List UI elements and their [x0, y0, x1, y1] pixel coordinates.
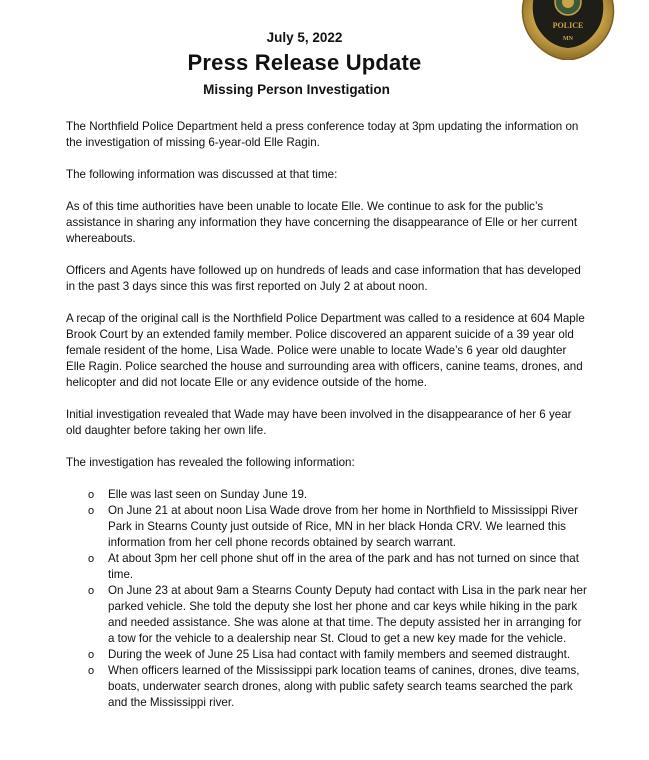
list-item-text: At about 3pm her cell phone shut off in the area of the park and has not turned on since that time.	[108, 552, 579, 581]
list-item	[88, 551, 588, 583]
release-body	[66, 119, 588, 711]
bullet-marker: o	[88, 553, 95, 565]
bullet-marker: o	[88, 665, 95, 677]
badge-text-state: MN	[563, 36, 573, 42]
paragraph: Initial investigation revealed that Wade may have been involved in the disappearance of her 6 year old daughter before taking her own life.	[66, 408, 572, 437]
list-item-text: On June 23 at about 9am a Stearns County Deputy had contact with Lisa in the park near her parked vehicle. She told the deputy she lost her phone and car keys while hiking in the park and needed assistance. She was alone at that time. The deputy assisted her in arranging for a tow for the vehicle to a dealership near St. Cloud to get a new key made for the vehicle.	[108, 584, 587, 645]
paragraph: The investigation has revealed the following information:	[66, 456, 355, 469]
bullet-marker: o	[88, 489, 95, 501]
release-date: July 5, 2022	[266, 30, 343, 45]
list-item	[88, 503, 588, 551]
paragraph: The Northfield Police Department held a press conference today at 3pm updating the information on the investigation of missing 6-year-old Elle Ragin.	[66, 120, 579, 149]
badge-text-police: POLICE	[552, 21, 584, 30]
list-item-text: When officers learned of the Mississippi park location teams of canines, drones, dive teams, boats, underwater search drones, along with public safety search teams searched the park and the Mississippi river.	[108, 664, 580, 709]
page-subtitle: Missing Person Investigation	[203, 82, 390, 97]
bullet-marker: o	[88, 649, 95, 661]
list-item	[88, 663, 588, 711]
paragraph: A recap of the original call is the Northfield Police Department was called to a residence at 604 Maple Brook Court by an extended family member. Police discovered an apparent suicide of a 39 year old female resident of the home, Lisa Wade. Police were unable to locate Wade’s 6 year old daughter Elle Ragin. Police searched the house and surrounding area with officers, canine teams, drones, and helicopter and did not locate Elle or any evidence outside of the home.	[66, 312, 585, 389]
list-item-text: During the week of June 25 Lisa had contact with family members and seemed distraught.	[108, 648, 571, 661]
paragraph: The following information was discussed at that time:	[66, 168, 338, 181]
paragraph: Officers and Agents have followed up on hundreds of leads and case information that has developed in the past 3 days since this was first reported on July 2 at about noon.	[66, 264, 581, 293]
bullet-marker: o	[88, 505, 95, 517]
list-item	[88, 487, 588, 503]
paragraph: As of this time authorities have been unable to locate Elle. We continue to ask for the public’s assistance in sharing any information they have concerning the disappearance of Elle or her current whereabouts.	[66, 200, 578, 245]
list-item	[88, 583, 588, 647]
list-item-text: On June 21 at about noon Lisa Wade drove from her home in Northfield to Mississippi River Park in Stearns County just outside of Rice, MN in her black Honda CRV. We learned this information from her cell phone records obtained by search warrant.	[108, 504, 578, 549]
list-item	[88, 647, 588, 663]
findings-list	[66, 487, 588, 711]
page-title: Press Release Update	[187, 50, 422, 75]
bullet-marker: o	[88, 585, 95, 597]
list-item-text: Elle was last seen on Sunday June 19.	[108, 488, 308, 501]
